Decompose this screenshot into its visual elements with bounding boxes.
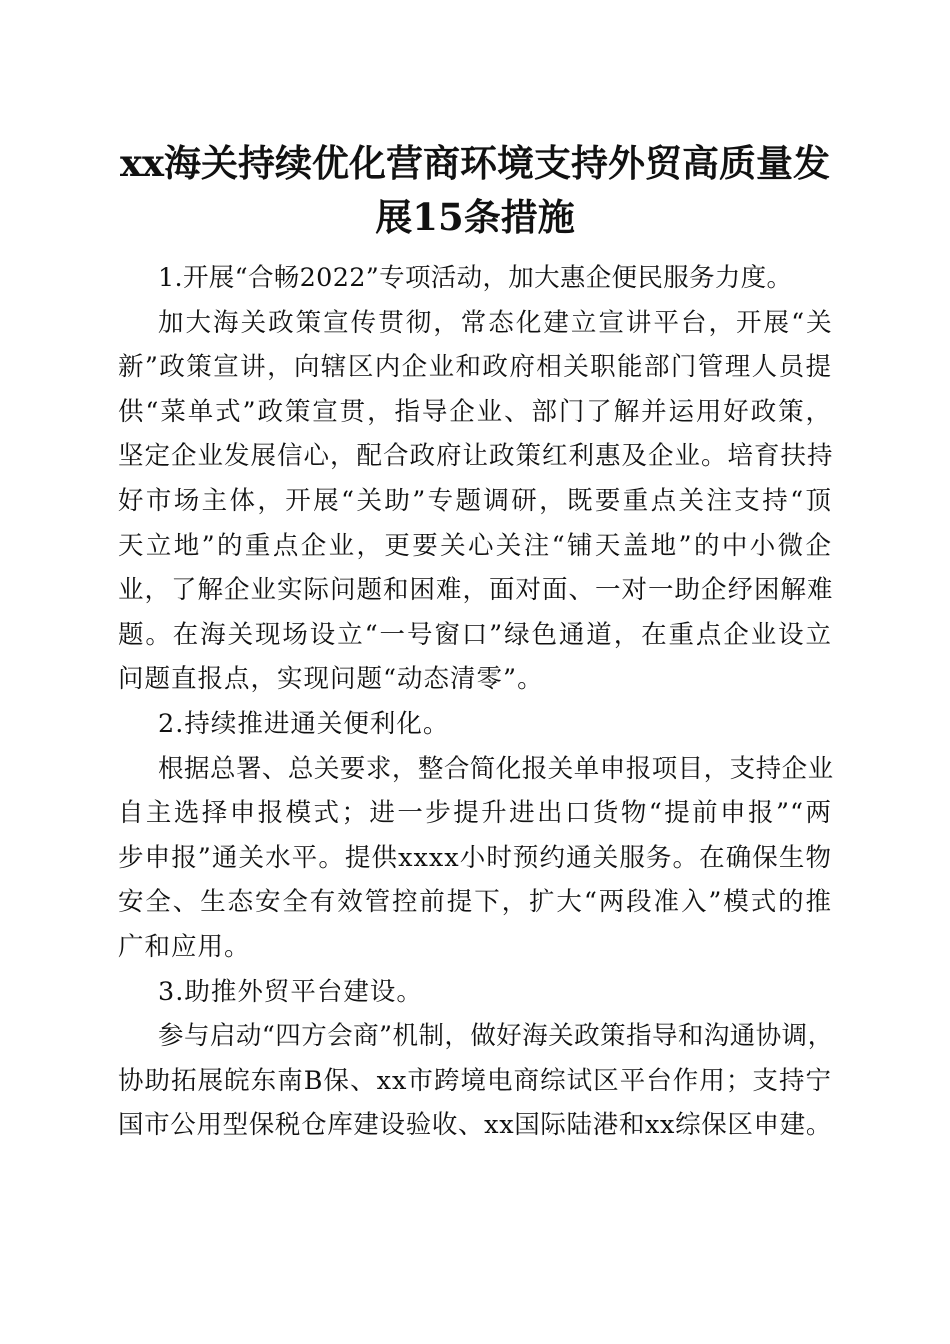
paragraph-line: 供“菜单式”政策宣贯，指导企业、部门了解并运用好政策，: [118, 396, 832, 427]
paragraph-line: 2.持续推进通关便利化。: [158, 708, 450, 739]
paragraph: [118, 256, 832, 301]
paragraph-line: 国市公用型保税仓库建设验收、xx国际陆港和xx综保区申建。: [118, 1110, 833, 1141]
paragraph-line: 1.开展“合畅2022”专项活动，加大惠企便民服务力度。: [158, 263, 793, 293]
title-line-1: xx海关持续优化营商环境支持外贸高质量发: [119, 141, 831, 185]
paragraph-line: 业，了解企业实际问题和困难，面对面、一对一助企纾困解难: [118, 575, 834, 606]
paragraph-line: 协助拓展皖东南B保、xx市跨境电商综试区平台作用；支持宁: [118, 1065, 832, 1096]
document-title: [118, 136, 832, 244]
paragraph-line: 参与启动“四方会商”机制，做好海关政策指导和沟通协调，: [158, 1021, 832, 1052]
paragraph-line: 步申报”通关水平。提供xxxx小时预约通关服务。在确保生物: [118, 842, 832, 873]
paragraph-line: 广和应用。: [118, 931, 251, 962]
paragraph: [118, 970, 832, 1015]
paragraph-line: 根据总署、总关要求，整合简化报关单申报项目，支持企业: [158, 753, 832, 784]
paragraph-line: 题。在海关现场设立“一号窗口”绿色通道，在重点企业设立: [118, 619, 832, 650]
paragraph: [118, 1014, 832, 1148]
document-body: [118, 256, 832, 1148]
paragraph-line: 坚定企业发展信心，配合政府让政策红利惠及企业。培育扶持: [118, 441, 834, 472]
paragraph-line: 问题直报点，实现问题“动态清零”。: [118, 664, 544, 695]
paragraph-line: 好市场主体，开展“关助”专题调研，既要重点关注支持“顶: [118, 485, 832, 516]
paragraph-line: 3.助推外贸平台建设。: [158, 976, 423, 1007]
title-line-2: 展15条措施: [375, 195, 575, 239]
paragraph-line: 新”政策宣讲，向辖区内企业和政府相关职能部门管理人员提: [118, 352, 832, 383]
paragraph-line: 天立地”的重点企业，更要关心关注“铺天盖地”的中小微企: [118, 530, 832, 561]
paragraph: [118, 702, 832, 747]
paragraph: [118, 301, 832, 702]
paragraph-line: 自主选择申报模式；进一步提升进出口货物“提前申报”“两: [118, 798, 832, 829]
paragraph-line: 安全、生态安全有效管控前提下，扩大“两段准入”模式的推: [118, 887, 832, 918]
paragraph-line: 加大海关政策宣传贯彻，常态化建立宣讲平台，开展“关: [158, 307, 832, 338]
paragraph: [118, 747, 832, 970]
